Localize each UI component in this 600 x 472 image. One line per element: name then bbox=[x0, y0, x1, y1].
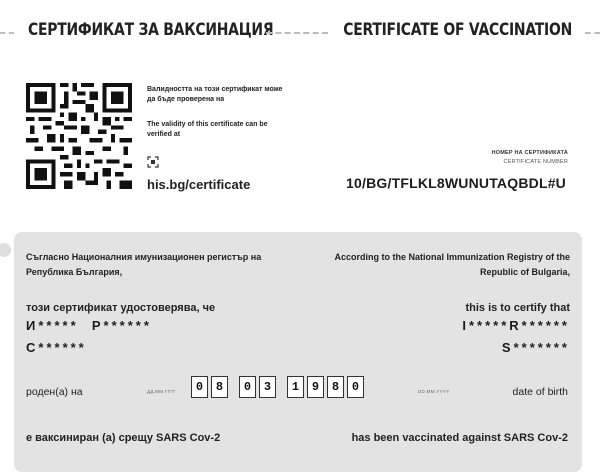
dob-format-bulgarian: ДД.ММ.ГГГГ bbox=[147, 389, 176, 394]
divider-left bbox=[0, 32, 14, 34]
title-english: CERTIFICATE OF VACCINATION bbox=[343, 20, 572, 40]
dob-digit: 9 bbox=[307, 376, 324, 398]
certify-text-english: this is to certify that bbox=[465, 302, 570, 314]
divider-center bbox=[266, 32, 328, 34]
name-line-1-english: I*****R****** bbox=[462, 318, 570, 333]
qr-code-icon[interactable] bbox=[26, 83, 132, 189]
registry-text-english: According to the National Immunization Registry of the Republic of Bulgaria, bbox=[334, 252, 570, 277]
vaccinated-text-english: has been vaccinated against SARS Cov-2 bbox=[351, 432, 568, 444]
dob-digit: 0 bbox=[347, 376, 364, 398]
dob-digit: 3 bbox=[259, 376, 276, 398]
name-line-2-english: S******* bbox=[501, 340, 570, 355]
vaccinated-text-bulgarian: е ваксиниран (а) срещу SARS Cov-2 bbox=[26, 432, 221, 444]
certificate-number: 10/BG/TFLKL8WUNUTAQBDL#U bbox=[346, 175, 566, 191]
title-bulgarian: СЕРТИФИКАТ ЗА ВАКСИНАЦИЯ bbox=[28, 20, 274, 40]
punch-hole bbox=[0, 243, 11, 257]
dob-format-english: DD.MM.YYYY bbox=[418, 389, 450, 394]
dob-digit: 1 bbox=[287, 376, 304, 398]
validity-text-bulgarian: Валидността на този сертификат може да бъде проверена на bbox=[147, 86, 283, 103]
cert-number-label-english: CERTIFICATE NUMBER bbox=[503, 159, 568, 165]
dob-digit: 8 bbox=[327, 376, 344, 398]
dob-digit: 0 bbox=[191, 376, 208, 398]
registry-text-bulgarian: Съгласно Националния имунизационен регистър на Република България, bbox=[26, 252, 262, 277]
dob-digit: 8 bbox=[211, 376, 228, 398]
name-line-1-bulgarian: И***** Р****** bbox=[26, 318, 152, 333]
name-line-2-bulgarian: С****** bbox=[26, 340, 87, 355]
scan-icon bbox=[147, 156, 159, 168]
dob-label-bulgarian: роден(а) на bbox=[26, 386, 83, 398]
dob-digit: 0 bbox=[239, 376, 256, 398]
validity-text-english: The validity of this certificate can be verified at bbox=[147, 121, 268, 138]
cert-number-label-bulgarian: НОМЕР НА СЕРТИФИКАТА bbox=[491, 150, 568, 156]
date-of-birth bbox=[191, 376, 367, 402]
certify-text-bulgarian: този сертификат удостоверява, че bbox=[26, 302, 216, 314]
dob-label-english: date of birth bbox=[512, 386, 568, 398]
verification-link[interactable]: his.bg/certificate bbox=[147, 177, 251, 192]
divider-right bbox=[585, 32, 600, 34]
